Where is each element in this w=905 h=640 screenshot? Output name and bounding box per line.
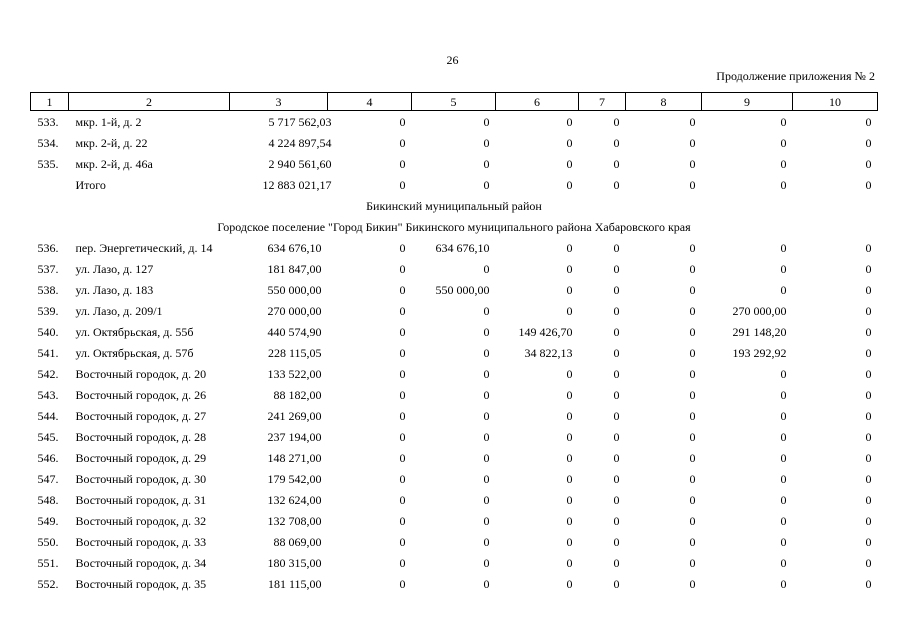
address-cell: мкр. 2-й, д. 46а <box>75 156 153 171</box>
col-9-cell: 0 <box>780 177 787 192</box>
col-5-cell: 0 <box>483 450 490 465</box>
col-5-cell: 0 <box>483 513 490 528</box>
data-table <box>30 92 878 594</box>
col-8-cell: 0 <box>689 513 696 528</box>
col-5-cell: 0 <box>483 303 490 318</box>
row-number-cell: 543. <box>37 387 59 402</box>
address-cell: ул. Лазо, д. 183 <box>75 282 154 297</box>
col-3-cell: 550 000,00 <box>267 282 322 297</box>
row-number-cell: 535. <box>37 156 59 171</box>
table-row <box>31 426 878 447</box>
header-cell-1: 1 <box>31 93 69 111</box>
col-7-cell: 0 <box>613 450 620 465</box>
col-9-cell: 0 <box>780 261 787 276</box>
col-8-cell: 0 <box>689 135 696 150</box>
col-6-cell: 0 <box>566 303 573 318</box>
col-9-cell: 0 <box>780 429 787 444</box>
col-5-cell: 0 <box>483 177 490 192</box>
address-cell: ул. Лазо, д. 209/1 <box>75 303 163 318</box>
col-9-cell: 0 <box>780 555 787 570</box>
row-number-cell: 542. <box>37 366 59 381</box>
table-row <box>31 300 878 321</box>
table-row <box>31 468 878 489</box>
col-6-cell: 0 <box>566 261 573 276</box>
col-9-cell: 0 <box>780 534 787 549</box>
row-number-cell: 548. <box>37 492 59 507</box>
col-6-cell: 0 <box>566 282 573 297</box>
col-6-cell: 0 <box>566 429 573 444</box>
col-7-cell: 0 <box>613 492 620 507</box>
col-4-cell: 0 <box>399 177 406 192</box>
col-7-cell: 0 <box>613 135 620 150</box>
col-6-cell: 0 <box>566 156 573 171</box>
row-number-cell <box>31 174 69 195</box>
col-4-cell: 0 <box>399 156 406 171</box>
address-cell: Восточный городок, д. 30 <box>75 471 207 486</box>
col-3-cell: 180 315,00 <box>267 555 322 570</box>
col-9-cell: 0 <box>780 471 787 486</box>
col-4-cell: 0 <box>399 408 406 423</box>
col-7-cell: 0 <box>613 408 620 423</box>
col-8-cell: 0 <box>689 471 696 486</box>
col-7-cell: 0 <box>613 324 620 339</box>
col-5-cell: 634 676,10 <box>435 240 490 255</box>
page-number: 26 <box>446 53 459 67</box>
col-3-cell: 88 182,00 <box>273 387 322 402</box>
col-10-cell: 0 <box>865 303 872 318</box>
col-7-cell: 0 <box>613 114 620 129</box>
col-3-cell: 132 708,00 <box>267 513 322 528</box>
col-7-cell: 0 <box>613 345 620 360</box>
col-8-cell: 0 <box>689 114 696 129</box>
col-5-cell: 0 <box>483 156 490 171</box>
col-9-cell: 0 <box>780 450 787 465</box>
row-number-cell: 551. <box>37 555 59 570</box>
col-8-cell: 0 <box>689 429 696 444</box>
row-number-cell: 549. <box>37 513 59 528</box>
col-5-cell: 0 <box>483 471 490 486</box>
header-cell-2: 2 <box>69 93 230 111</box>
col-5-cell: 0 <box>483 387 490 402</box>
table-row <box>31 363 878 384</box>
row-number-cell: 546. <box>37 450 59 465</box>
table-row <box>31 132 878 153</box>
col-9-cell: 270 000,00 <box>732 303 787 318</box>
table-row <box>31 153 878 174</box>
col-7-cell: 0 <box>613 156 620 171</box>
col-9-cell: 0 <box>780 576 787 591</box>
col-7-cell: 0 <box>613 534 620 549</box>
col-5-cell: 0 <box>483 135 490 150</box>
col-6-cell: 34 822,13 <box>524 345 573 360</box>
address-cell: мкр. 1-й, д. 2 <box>75 114 142 129</box>
col-10-cell: 0 <box>865 513 872 528</box>
col-4-cell: 0 <box>399 387 406 402</box>
col-6-cell: 0 <box>566 114 573 129</box>
col-5-cell: 0 <box>483 261 490 276</box>
col-8-cell: 0 <box>689 576 696 591</box>
col-3-cell: 440 574,90 <box>267 324 322 339</box>
row-number-cell: 547. <box>37 471 59 486</box>
col-9-cell: 0 <box>780 408 787 423</box>
col-3-cell: 181 115,00 <box>267 576 322 591</box>
col-7-cell: 0 <box>613 177 620 192</box>
col-10-cell: 0 <box>865 534 872 549</box>
col-5-cell: 0 <box>483 366 490 381</box>
col-3-cell: 241 269,00 <box>267 408 322 423</box>
col-7-cell: 0 <box>613 555 620 570</box>
col-5-cell: 0 <box>483 114 490 129</box>
col-10-cell: 0 <box>865 450 872 465</box>
col-6-cell: 0 <box>566 471 573 486</box>
row-number-cell: 540. <box>37 324 59 339</box>
table-row <box>31 447 878 468</box>
col-6-cell: 0 <box>566 513 573 528</box>
col-8-cell: 0 <box>689 261 696 276</box>
col-9-cell: 0 <box>780 366 787 381</box>
col-10-cell: 0 <box>865 282 872 297</box>
table-row <box>31 510 878 531</box>
col-4-cell: 0 <box>399 135 406 150</box>
col-10-cell: 0 <box>865 156 872 171</box>
col-10-cell: 0 <box>865 345 872 360</box>
col-4-cell: 0 <box>399 534 406 549</box>
col-5-cell: 0 <box>483 492 490 507</box>
table-row <box>31 405 878 426</box>
col-4-cell: 0 <box>399 576 406 591</box>
col-10-cell: 0 <box>865 135 872 150</box>
address-cell: Восточный городок, д. 27 <box>75 408 207 423</box>
address-cell: Восточный городок, д. 33 <box>75 534 207 549</box>
col-10-cell: 0 <box>865 408 872 423</box>
address-cell: Восточный городок, д. 35 <box>75 576 207 591</box>
col-4-cell: 0 <box>399 450 406 465</box>
col-8-cell: 0 <box>689 324 696 339</box>
address-cell: Восточный городок, д. 34 <box>75 555 207 570</box>
col-5-cell: 0 <box>483 576 490 591</box>
continuation-label: Продолжение приложения № 2 <box>716 69 875 83</box>
col-7-cell: 0 <box>613 513 620 528</box>
header-cell-6: 6 <box>496 93 579 111</box>
col-8-cell: 0 <box>689 534 696 549</box>
col-6-cell: 0 <box>566 555 573 570</box>
col-6-cell: 0 <box>566 492 573 507</box>
settlement-heading: Городское поселение "Город Бикин" Бикинского муниципального района Хабаровского края <box>217 219 691 234</box>
col-10-cell: 0 <box>865 177 872 192</box>
col-3-cell: 132 624,00 <box>267 492 322 507</box>
table-row <box>31 552 878 573</box>
col-5-cell: 0 <box>483 555 490 570</box>
row-number-cell: 544. <box>37 408 59 423</box>
total-row <box>31 174 878 195</box>
col-9-cell: 291 148,20 <box>732 324 787 339</box>
col-3-cell: 181 847,00 <box>267 261 322 276</box>
table-row <box>31 384 878 405</box>
col-3-cell: 270 000,00 <box>267 303 322 318</box>
col-10-cell: 0 <box>865 387 872 402</box>
col-10-cell: 0 <box>865 114 872 129</box>
address-cell: Восточный городок, д. 31 <box>75 492 207 507</box>
col-7-cell: 0 <box>613 429 620 444</box>
col-9-cell: 0 <box>780 114 787 129</box>
col-6-cell: 0 <box>566 177 573 192</box>
col-7-cell: 0 <box>613 240 620 255</box>
col-4-cell: 0 <box>399 513 406 528</box>
col-9-cell: 0 <box>780 513 787 528</box>
col-3-cell: 5 717 562,03 <box>268 114 332 129</box>
row-number-cell: 534. <box>37 135 59 150</box>
col-9-cell: 0 <box>780 156 787 171</box>
table-row <box>31 489 878 510</box>
col-5-cell: 0 <box>483 408 490 423</box>
row-number-cell: 536. <box>37 240 59 255</box>
col-8-cell: 0 <box>689 450 696 465</box>
col-9-cell: 0 <box>780 492 787 507</box>
col-10-cell: 0 <box>865 471 872 486</box>
col-3-cell: 12 883 021,17 <box>262 177 332 192</box>
col-4-cell: 0 <box>399 303 406 318</box>
col-7-cell: 0 <box>613 576 620 591</box>
row-number-cell: 538. <box>37 282 59 297</box>
col-7-cell: 0 <box>613 303 620 318</box>
row-number-cell: 539. <box>37 303 59 318</box>
col-5-cell: 0 <box>483 324 490 339</box>
col-4-cell: 0 <box>399 114 406 129</box>
col-7-cell: 0 <box>613 387 620 402</box>
col-3-cell: 148 271,00 <box>267 450 322 465</box>
address-cell: Восточный городок, д. 26 <box>75 387 207 402</box>
header-row <box>31 93 878 111</box>
table-body <box>31 111 878 595</box>
header-cell-8: 8 <box>626 93 702 111</box>
col-3-cell: 88 069,00 <box>273 534 322 549</box>
district-heading: Бикинский муниципальный район <box>366 198 542 213</box>
col-6-cell: 0 <box>566 387 573 402</box>
col-8-cell: 0 <box>689 240 696 255</box>
col-4-cell: 0 <box>399 240 406 255</box>
col-10-cell: 0 <box>865 240 872 255</box>
col-3-cell: 179 542,00 <box>267 471 322 486</box>
col-10-cell: 0 <box>865 576 872 591</box>
header-cell-4: 4 <box>328 93 412 111</box>
header-cell-10: 10 <box>793 93 878 111</box>
col-8-cell: 0 <box>689 366 696 381</box>
district-heading-row <box>31 195 878 216</box>
col-6-cell: 0 <box>566 240 573 255</box>
col-10-cell: 0 <box>865 324 872 339</box>
col-4-cell: 0 <box>399 282 406 297</box>
address-cell: мкр. 2-й, д. 22 <box>75 135 148 150</box>
col-5-cell: 0 <box>483 429 490 444</box>
row-number-cell: 552. <box>37 576 59 591</box>
col-3-cell: 133 522,00 <box>267 366 322 381</box>
col-9-cell: 193 292,92 <box>732 345 787 360</box>
address-cell: пер. Энергетический, д. 14 <box>75 240 213 255</box>
address-cell: Итого <box>75 177 106 192</box>
row-number-cell: 545. <box>37 429 59 444</box>
table-row <box>31 111 878 133</box>
col-6-cell: 0 <box>566 408 573 423</box>
col-6-cell: 149 426,70 <box>518 324 573 339</box>
col-4-cell: 0 <box>399 261 406 276</box>
address-cell: Восточный городок, д. 20 <box>75 366 207 381</box>
col-8-cell: 0 <box>689 303 696 318</box>
col-10-cell: 0 <box>865 366 872 381</box>
row-number-cell: 541. <box>37 345 59 360</box>
col-6-cell: 0 <box>566 135 573 150</box>
col-4-cell: 0 <box>399 429 406 444</box>
col-7-cell: 0 <box>613 366 620 381</box>
col-4-cell: 0 <box>399 492 406 507</box>
col-3-cell: 2 940 561,60 <box>268 156 332 171</box>
col-5-cell: 0 <box>483 534 490 549</box>
table-row <box>31 321 878 342</box>
col-7-cell: 0 <box>613 261 620 276</box>
col-6-cell: 0 <box>566 576 573 591</box>
col-4-cell: 0 <box>399 555 406 570</box>
col-8-cell: 0 <box>689 177 696 192</box>
col-6-cell: 0 <box>566 450 573 465</box>
col-5-cell: 0 <box>483 345 490 360</box>
address-cell: ул. Лазо, д. 127 <box>75 261 154 276</box>
col-8-cell: 0 <box>689 555 696 570</box>
settlement-heading-row <box>31 216 878 237</box>
col-7-cell: 0 <box>613 471 620 486</box>
col-3-cell: 634 676,10 <box>267 240 322 255</box>
col-6-cell: 0 <box>566 366 573 381</box>
address-cell: ул. Октябрьская, д. 57б <box>75 345 194 360</box>
col-10-cell: 0 <box>865 555 872 570</box>
address-cell: Восточный городок, д. 28 <box>75 429 207 444</box>
col-9-cell: 0 <box>780 135 787 150</box>
row-number-cell: 550. <box>37 534 59 549</box>
col-4-cell: 0 <box>399 345 406 360</box>
col-8-cell: 0 <box>689 156 696 171</box>
col-3-cell: 4 224 897,54 <box>268 135 332 150</box>
col-10-cell: 0 <box>865 261 872 276</box>
col-8-cell: 0 <box>689 387 696 402</box>
row-number-cell: 537. <box>37 261 59 276</box>
col-7-cell: 0 <box>613 282 620 297</box>
header-cell-7: 7 <box>579 93 626 111</box>
table-row <box>31 279 878 300</box>
header-cell-9: 9 <box>702 93 793 111</box>
col-8-cell: 0 <box>689 345 696 360</box>
col-4-cell: 0 <box>399 471 406 486</box>
col-9-cell: 0 <box>780 240 787 255</box>
table-row <box>31 237 878 258</box>
col-8-cell: 0 <box>689 408 696 423</box>
header-cell-3: 3 <box>230 93 328 111</box>
col-10-cell: 0 <box>865 492 872 507</box>
table-row <box>31 531 878 552</box>
col-4-cell: 0 <box>399 324 406 339</box>
col-9-cell: 0 <box>780 282 787 297</box>
col-9-cell: 0 <box>780 387 787 402</box>
col-10-cell: 0 <box>865 429 872 444</box>
address-cell: Восточный городок, д. 32 <box>75 513 207 528</box>
row-number-cell: 533. <box>37 114 59 129</box>
table-row <box>31 573 878 594</box>
col-6-cell: 0 <box>566 534 573 549</box>
col-8-cell: 0 <box>689 282 696 297</box>
address-cell: Восточный городок, д. 29 <box>75 450 207 465</box>
col-4-cell: 0 <box>399 366 406 381</box>
col-8-cell: 0 <box>689 492 696 507</box>
header-cell-5: 5 <box>412 93 496 111</box>
col-3-cell: 228 115,05 <box>267 345 322 360</box>
table-row <box>31 342 878 363</box>
col-3-cell: 237 194,00 <box>267 429 322 444</box>
address-cell: ул. Октябрьская, д. 55б <box>75 324 194 339</box>
col-5-cell: 550 000,00 <box>435 282 490 297</box>
table-row <box>31 258 878 279</box>
